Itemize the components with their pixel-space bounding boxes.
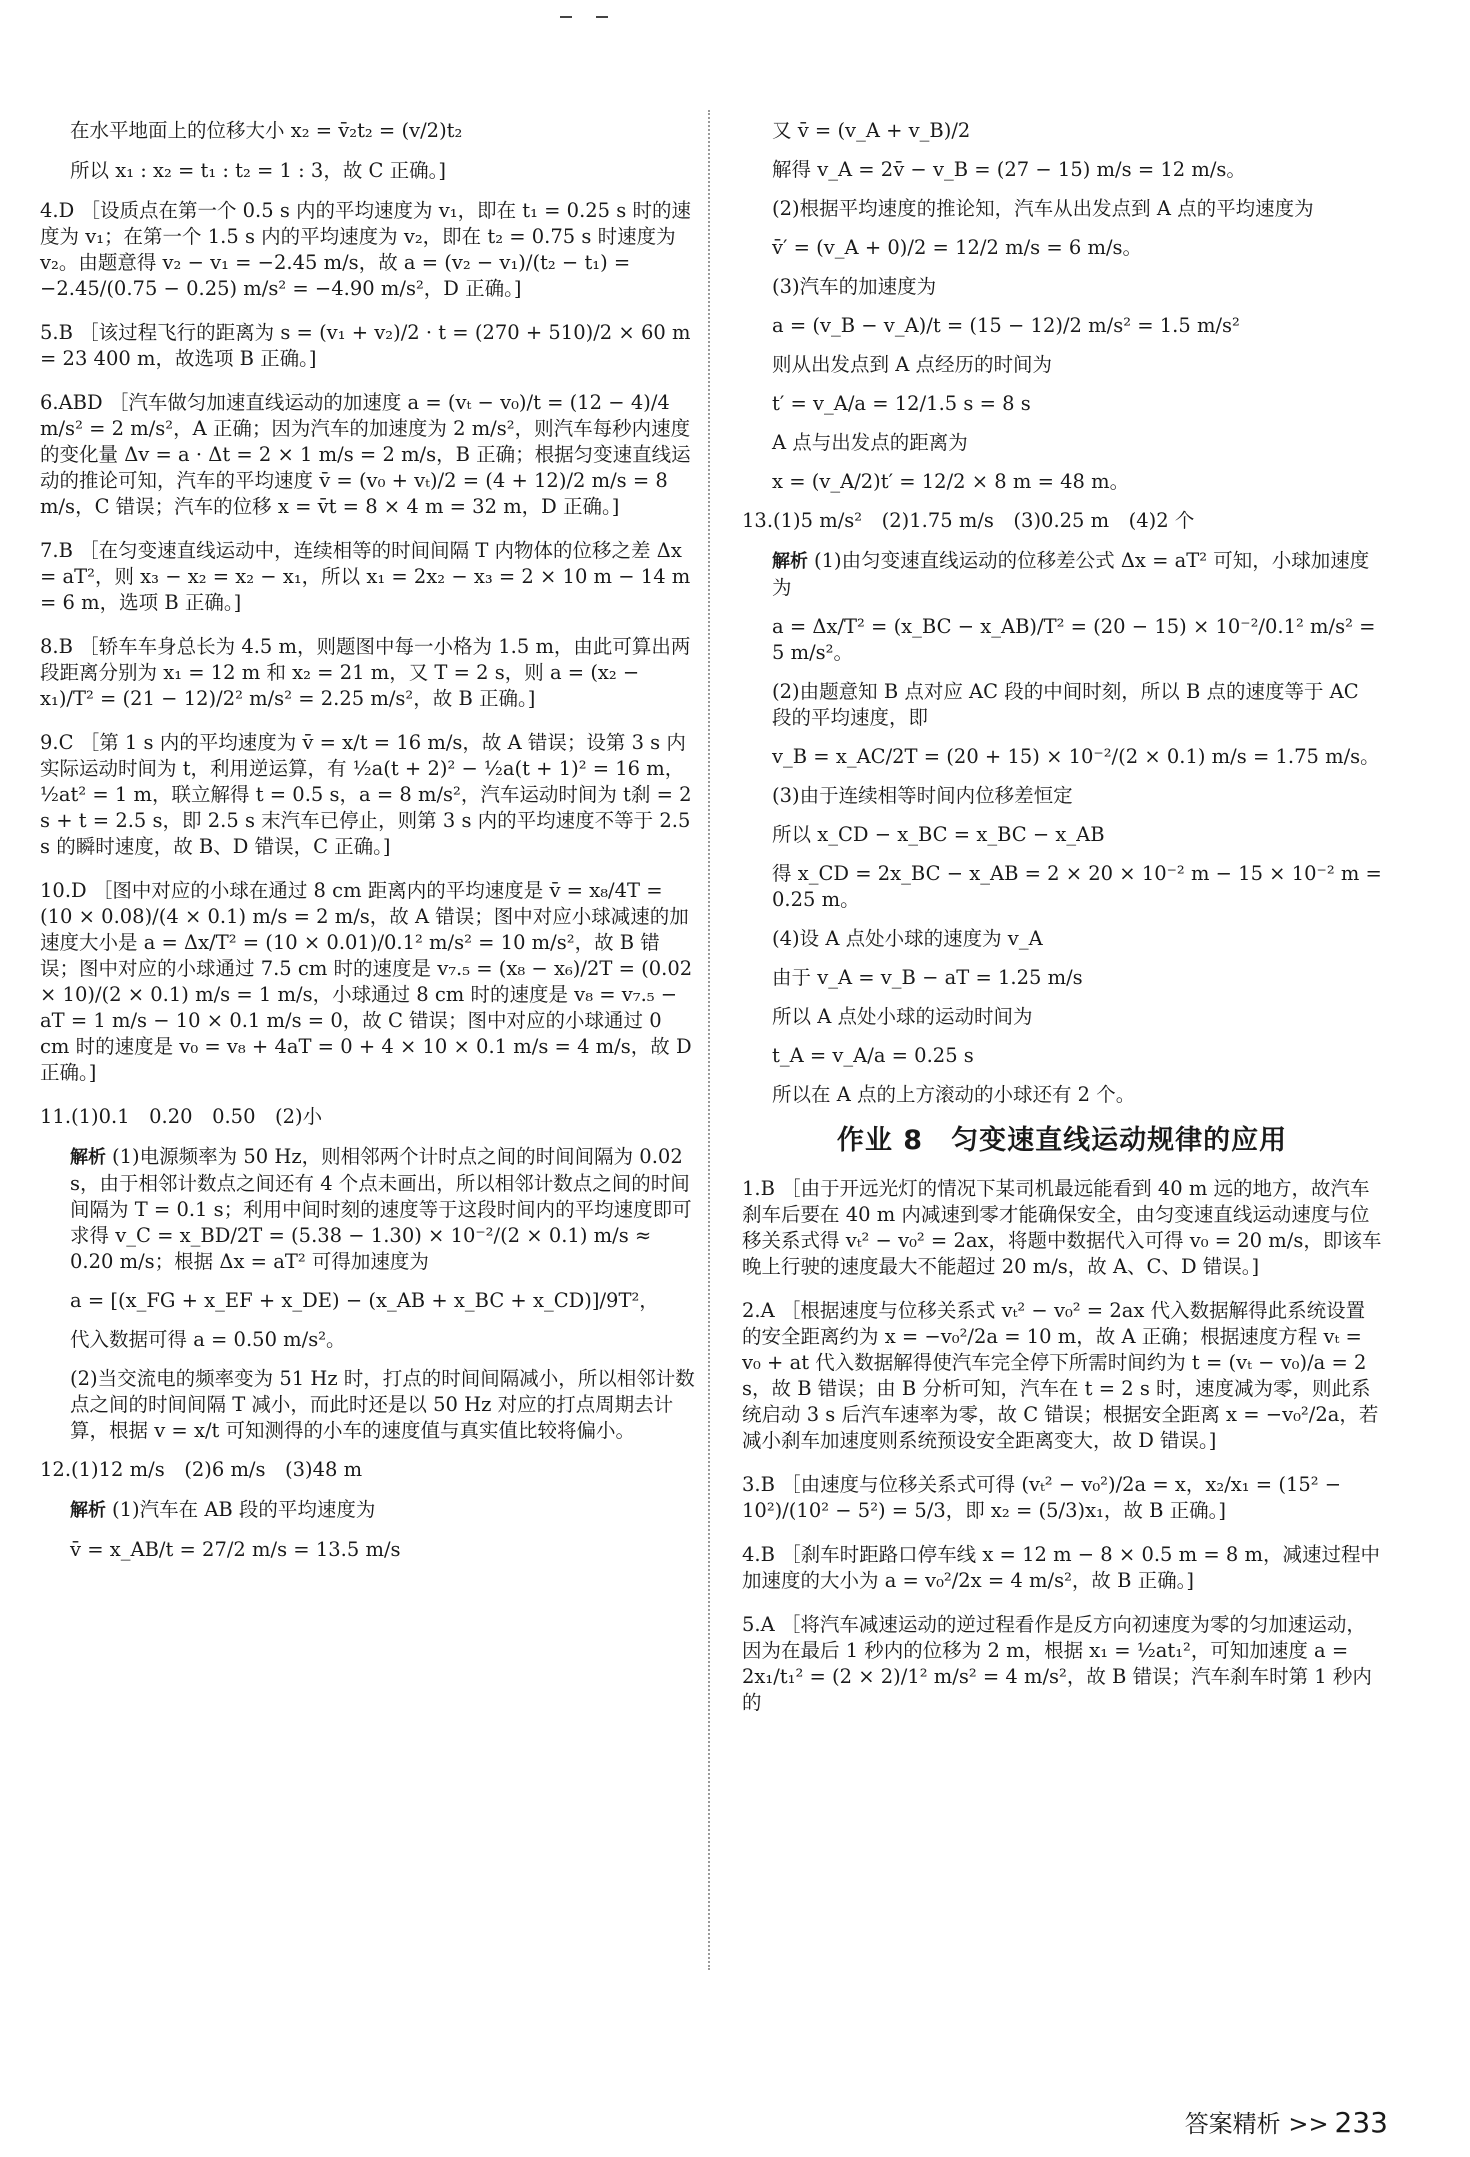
answer-item: 1.B ［由于开远光灯的情况下某司机最远能看到 40 m 远的地方，故汽车刹车后要在 40 m 内减速到零才能确保安全，由匀变速直线运动速度与位移关系式得 vₜ² − v₀² = 2ax，将题中数据代入可得 v₀ = 20 m/s，即该车晚上行驶的速度最大不能超过 20 m/s，故 A、C、D 错误。] xyxy=(742,1177,1382,1278)
text-line: 解得 v_A = 2v̄ − v_B = (27 − 15) m/s = 12 m/s。 xyxy=(772,158,1246,181)
text-line: (2)当交流电的频率变为 51 Hz 时，打点的时间间隔减小，所以相邻计数点之间的时间间隔 T 减小，而此时还是以 50 Hz 对应的打点周期去计算，根据 v = x/t 可知测得的小车的速度值与真实值比较将偏小。 xyxy=(70,1367,695,1442)
answer-item: 10.D ［图中对应的小球在通过 8 cm 距离内的平均速度是 v̄ = x₈/4T = (10 × 0.08)/(4 × 0.1) m/s = 2 m/s，故 A 错误；图中对应小球减速的加速度大小是 a = Δx/T² = (10 × 0.01)/0.1² m/s² = 10 m/s²，故 B 错误；图中对应的小球通过 7.5 cm 时的速度是 v₇.₅ = (x₈ − x₆)/2T = (0.02 × 10)/(2 × 0.1) m/s = 1 m/s，小球通过 8 cm 时的速度是 v₈ = v₇.₅ − aT = 1 m/s − 10 × 0.1 m/s = 0，故 C 错误；图中对应的小球通过 0 cm 时的速度是 v₀ = v₈ + 4aT = 0 + 4 × 10 × 0.1 m/s = 4 m/s，故 D 正确。] xyxy=(40,879,693,1084)
text-line: 代入数据可得 a = 0.50 m/s²。 xyxy=(70,1328,346,1351)
answer-item: 5.A ［将汽车减速运动的逆过程看作是反方向初速度为零的匀加速运动，因为在最后 1 秒内的位移为 2 m，根据 x₁ = ½at₁²，可知加速度 a = 2x₁/t₁² = (2 × 2)/1² m/s² = 4 m/s²，故 B 错误；汽车刹车时第 1 秒内的 xyxy=(742,1613,1372,1714)
analysis-label: 解析 xyxy=(70,1500,106,1521)
answer-item: 7.B ［在匀变速直线运动中，连续相等的时间间隔 T 内物体的位移之差 Δx = aT²，则 x₃ − x₂ = x₂ − x₁，所以 x₁ = 2x₂ − x₃ = 2 × 10 m − 14 m = 6 m，选项 B 正确。] xyxy=(40,539,691,614)
formula-line: v̄′ = (v_A + 0)/2 = 12/2 m/s = 6 m/s。 xyxy=(772,236,1143,259)
answer-item: 12.(1)12 m/s (2)6 m/s (3)48 m xyxy=(40,1458,363,1481)
analysis-label: 解析 xyxy=(772,551,808,572)
analysis-label: 解析 xyxy=(70,1147,106,1168)
formula-line: v̄ = x_AB/t = 27/2 m/s = 13.5 m/s xyxy=(70,1538,401,1561)
text-line: (3)汽车的加速度为 xyxy=(772,275,937,298)
formula-line: t′ = v_A/a = 12/1.5 s = 8 s xyxy=(772,392,1031,415)
top-mark-right xyxy=(596,16,608,18)
column-divider xyxy=(708,110,710,1970)
top-mark-left xyxy=(560,16,572,18)
double-chevron-icon: >> xyxy=(1288,2110,1329,2138)
text-line: (2)根据平均速度的推论知，汽车从出发点到 A 点的平均速度为 xyxy=(772,197,1314,220)
text-line: 所以在 A 点的上方滚动的小球还有 2 个。 xyxy=(772,1083,1136,1106)
text-line: 在水平地面上的位移大小 x₂ = v̄₂t₂ = (v/2)t₂ xyxy=(70,119,463,142)
analysis-block xyxy=(742,548,1382,601)
text-line: 所以 A 点处小球的运动时间为 xyxy=(772,1005,1033,1028)
text-line: 由于 v_A = v_B − aT = 1.25 m/s xyxy=(772,966,1083,989)
analysis-text: (1)由匀变速直线运动的位移差公式 Δx = aT² 可知，小球加速度为 xyxy=(772,549,1370,599)
answer-item: 13.(1)5 m/s² (2)1.75 m/s (3)0.25 m (4)2 个 xyxy=(742,509,1195,532)
right-column xyxy=(742,118,1382,1734)
text-line: A 点与出发点的距离为 xyxy=(772,431,968,454)
formula-line: a = Δx/T² = (x_BC − x_AB)/T² = (20 − 15) × 10⁻²/0.1² m/s² = 5 m/s²。 xyxy=(772,615,1376,664)
analysis-block xyxy=(40,1497,695,1524)
formula-line: x = (v_A/2)t′ = 12/2 × 8 m = 48 m。 xyxy=(772,470,1130,493)
answer-item: 2.A ［根据速度与位移关系式 vₜ² − v₀² = 2ax 代入数据解得此系统设置的安全距离约为 x = −v₀²/2a = 10 m，故 A 正确；根据速度方程 vₜ = v₀ + at 代入数据解得使汽车完全停下所需时间约为 t = (vₜ − v₀)/a = 2 s，故 B 错误；由 B 分析可知，汽车在 t = 2 s 时，速度减为零，则此系统启动 3 s 后汽车速率为零，故 C 错误；根据安全距离 x = −v₀²/2a，若减小刹车加速度则系统预设安全距离变大，故 D 错误。] xyxy=(742,1299,1379,1452)
analysis-text: (1)电源频率为 50 Hz，则相邻两个计时点之间的时间间隔为 0.02 s，由于相邻计数点之间还有 4 个点未画出，所以相邻计数点之间的时间间隔为 T = 0.1 s；利用中间时刻的速度等于这段时间内的平均速度即可求得 v_C = x_BD/2T = (5.38 − 1.30) × 10⁻²/(2 × 0.1) m/s ≈ 0.20 m/s；根据 Δx = aT² 可得加速度为 xyxy=(70,1145,692,1273)
formula-line: 又 v̄ = (v_A + v_B)/2 xyxy=(772,119,971,142)
left-column xyxy=(40,118,695,1576)
answer-item: 4.B ［刹车时距路口停车线 x = 12 m − 8 × 0.5 m = 8 m，减速过程中加速度的大小为 a = v₀²/2x = 4 m/s²，故 B 正确。] xyxy=(742,1543,1380,1592)
section-title: 作业 8 匀变速直线运动规律的应用 xyxy=(836,1125,1288,1156)
text-line: (3)由于连续相等时间内位移差恒定 xyxy=(772,784,1073,807)
text-line: (2)由题意知 B 点对应 AC 段的中间时刻，所以 B 点的速度等于 AC 段的平均速度，即 xyxy=(772,680,1359,729)
analysis-block xyxy=(40,1144,695,1275)
formula-line: a = [(x_FG + x_EF + x_DE) − (x_AB + x_BC + x_CD)]/9T²， xyxy=(70,1289,659,1312)
answer-item: 6.ABD ［汽车做匀加速直线运动的加速度 a = (vₜ − v₀)/t = (12 − 4)/4 m/s² = 2 m/s²，A 正确；因为汽车的加速度为 2 m/s²，则汽车每秒内速度的变化量 Δv = a · Δt = 2 × 1 m/s = 2 m/s，B 正确；根据匀变速直线运动的推论可知，汽车的平均速度 v̄ = (v₀ + vₜ)/2 = (4 + 12)/2 m/s = 8 m/s，C 错误；汽车的位移 x = v̄t = 8 × 4 m = 32 m，D 正确。] xyxy=(40,391,691,518)
text-line: 所以 x₁ : x₂ = t₁ : t₂ = 1 : 3，故 C 正确。] xyxy=(70,159,446,182)
formula-line: a = (v_B − v_A)/t = (15 − 12)/2 m/s² = 1.5 m/s² xyxy=(772,314,1240,337)
answer-item: 3.B ［由速度与位移关系式可得 (vₜ² − v₀²)/2a = x，x₂/x₁ = (15² − 10²)/(10² − 5²) = 5/3，即 x₂ = (5/3)x₁，故 B 正确。] xyxy=(742,1473,1342,1522)
analysis-text: (1)汽车在 AB 段的平均速度为 xyxy=(112,1498,376,1521)
text-line: 所以 x_CD − x_BC = x_BC − x_AB xyxy=(772,823,1105,846)
page-footer xyxy=(1184,2106,1388,2139)
formula-line: t_A = v_A/a = 0.25 s xyxy=(772,1044,974,1067)
answer-item: 8.B ［轿车车身总长为 4.5 m，则题图中每一小格为 1.5 m，由此可算出两段距离分别为 x₁ = 12 m 和 x₂ = 21 m，又 T = 2 s，则 a = (x₂ − x₁)/T² = (21 − 12)/2² m/s² = 2.25 m/s²，故 B 正确。] xyxy=(40,635,691,710)
answer-item: 4.D ［设质点在第一个 0.5 s 内的平均速度为 v₁，即在 t₁ = 0.25 s 时的速度为 v₁；在第一个 1.5 s 内的平均速度为 v₂，即在 t₂ = 0.75 s 时速度为 v₂。由题意得 v₂ − v₁ = −2.45 m/s，故 a = (v₂ − v₁)/(t₂ − t₁) = −2.45/(0.75 − 0.25) m/s² = −4.90 m/s²，D 正确。] xyxy=(40,199,691,300)
page-number: 233 xyxy=(1334,2106,1388,2139)
answer-item: 5.B ［该过程飞行的距离为 s = (v₁ + v₂)/2 · t = (270 + 510)/2 × 60 m = 23 400 m，故选项 B 正确。] xyxy=(40,321,691,370)
text-line: 则从出发点到 A 点经历的时间为 xyxy=(772,353,1052,376)
answer-item: 9.C ［第 1 s 内的平均速度为 v̄ = x/t = 16 m/s，故 A 错误；设第 3 s 内实际运动时间为 t，利用逆运算，有 ½a(t + 2)² − ½a(t + 1)² = 16 m，½at² = 1 m，联立解得 t = 0.5 s，a = 8 m/s²，汽车运动时间为 t刹 = 2 s + t = 2.5 s，即 2.5 s 末汽车已停止，则第 3 s 内的平均速度不等于 2.5 s 的瞬时速度，故 B、D 错误，C 正确。] xyxy=(40,731,692,858)
answer-item: 11.(1)0.1 0.20 0.50 (2)小 xyxy=(40,1105,323,1128)
text-line: 得 x_CD = 2x_BC − x_AB = 2 × 20 × 10⁻² m − 15 × 10⁻² m = 0.25 m。 xyxy=(772,862,1382,911)
footer-text: 答案精析 xyxy=(1184,2110,1281,2138)
text-line: (4)设 A 点处小球的速度为 v_A xyxy=(772,927,1043,950)
formula-line: v_B = x_AC/2T = (20 + 15) × 10⁻²/(2 × 0.1) m/s = 1.75 m/s。 xyxy=(772,745,1380,768)
